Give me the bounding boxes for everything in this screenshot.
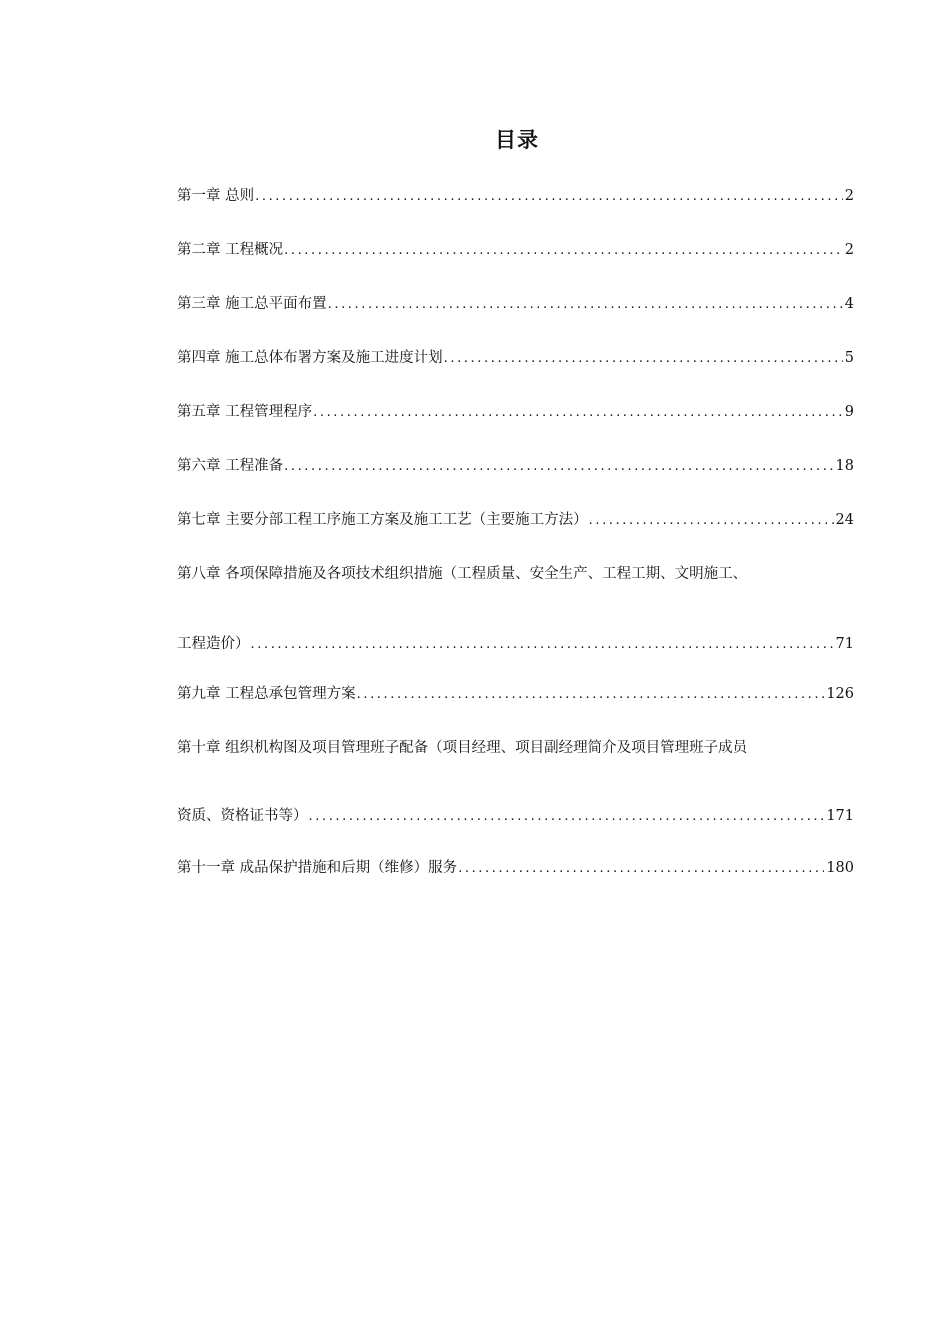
toc-entry-chapter-10[interactable] [177, 738, 854, 826]
toc-entry-label: 第三章 施工总平面布置 [177, 296, 327, 312]
dot-leader [357, 685, 825, 705]
toc-entry-chapter-9[interactable] [177, 684, 854, 704]
dot-leader [255, 187, 843, 207]
toc-entry-label: 第二章 工程概况 [177, 242, 284, 258]
toc-entry-chapter-4[interactable] [177, 348, 854, 368]
toc-entry-chapter-1[interactable] [177, 186, 854, 206]
dot-leader [589, 511, 834, 531]
dot-leader [309, 807, 825, 827]
toc-entry-chapter-11[interactable] [177, 858, 854, 878]
toc-entry-page: 71 [835, 636, 854, 652]
dot-leader [458, 859, 824, 879]
toc-entry-label: 资质、资格证书等） [177, 808, 308, 824]
toc-entry-page: 171 [826, 808, 854, 824]
toc-entry-page: 2 [844, 188, 854, 204]
toc-entry-page: 18 [835, 458, 854, 474]
toc-entry-label: 第一章 总则 [177, 188, 255, 204]
toc-entry-page: 9 [844, 404, 854, 420]
toc-entry-page: 126 [826, 686, 854, 702]
toc-entry-chapter-8[interactable] [177, 564, 854, 654]
toc-entry-page: 2 [844, 242, 854, 258]
dot-leader [328, 295, 843, 315]
toc-entry-chapter-2[interactable] [177, 240, 854, 260]
toc-entry-page: 4 [844, 296, 854, 312]
toc-entry-page: 24 [835, 512, 854, 528]
toc-entry-page: 180 [826, 860, 854, 876]
dot-leader [444, 349, 843, 369]
toc-entry-label: 第九章 工程总承包管理方案 [177, 686, 356, 702]
toc-entry-label: 第十一章 成品保护措施和后期（维修）服务 [177, 860, 458, 876]
dot-leader [284, 241, 843, 261]
toc-entry-label: 第六章 工程准备 [177, 458, 284, 474]
toc-entry-label-line1: 第八章 各项保障措施及各项技术组织措施（工程质量、安全生产、工程工期、文明施工、 [177, 566, 748, 582]
toc-entry-page: 5 [844, 350, 854, 366]
toc-entry-label: 工程造价） [177, 636, 250, 652]
dot-leader [251, 635, 834, 655]
toc-entry-chapter-5[interactable] [177, 402, 854, 422]
toc-title: 目录 [495, 128, 539, 152]
dot-leader [284, 457, 833, 477]
toc-entry-chapter-6[interactable] [177, 456, 854, 476]
toc-entry-chapter-7[interactable] [177, 510, 854, 530]
dot-leader [313, 403, 843, 423]
toc-entry-chapter-3[interactable] [177, 294, 854, 314]
toc-entry-label: 第七章 主要分部工程工序施工方案及施工工艺（主要施工方法） [177, 512, 588, 528]
toc-entry-label: 第五章 工程管理程序 [177, 404, 313, 420]
toc-entry-label-line1: 第十章 组织机构图及项目管理班子配备（项目经理、项目副经理简介及项目管理班子成员 [177, 740, 748, 756]
toc-entry-label: 第四章 施工总体布署方案及施工进度计划 [177, 350, 443, 366]
